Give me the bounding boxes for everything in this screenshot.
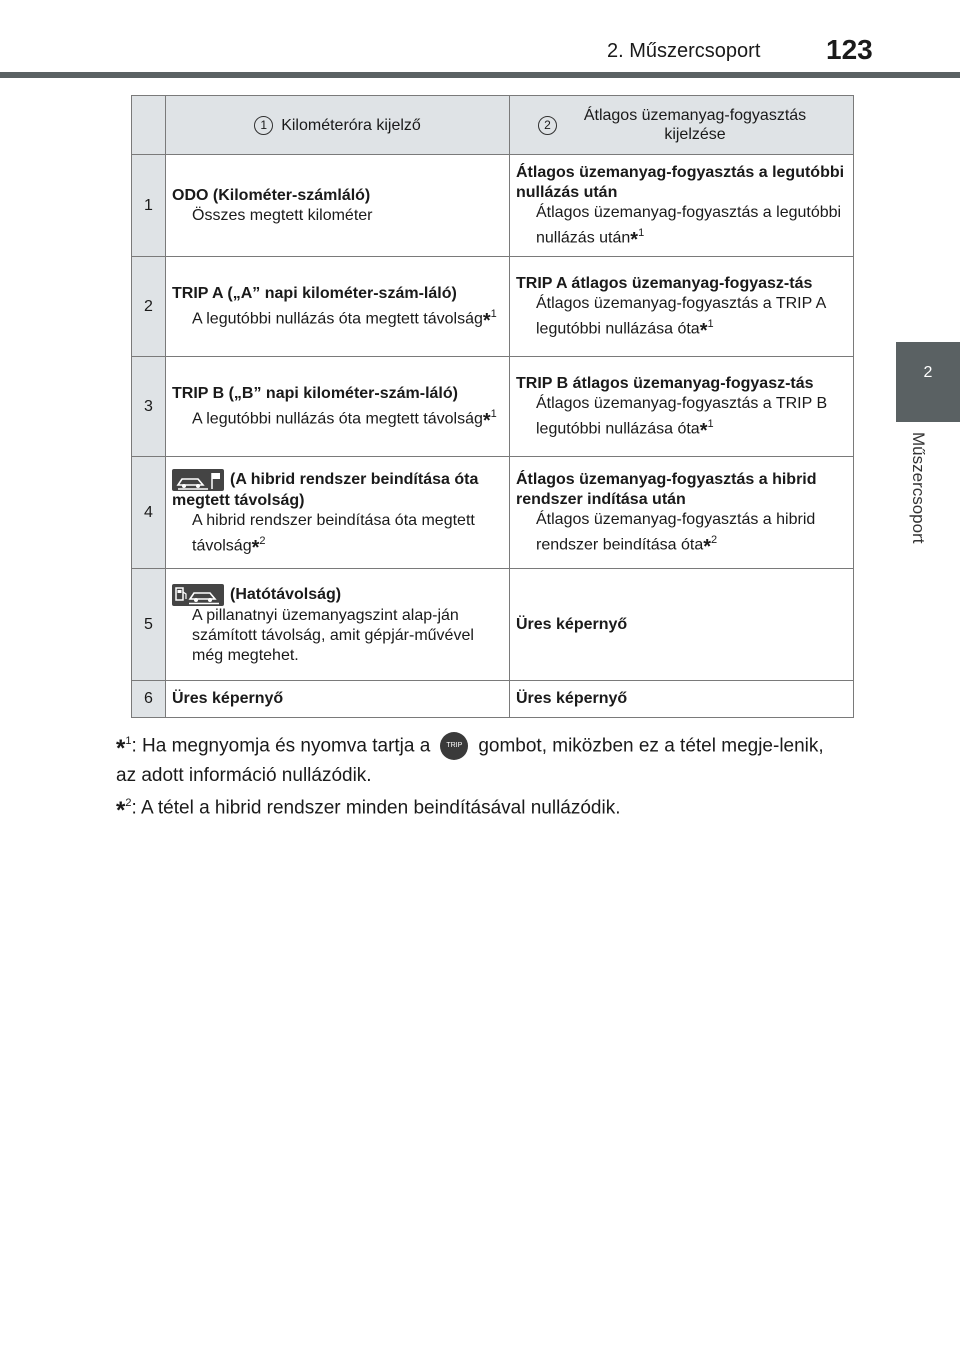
row-c1-title: (A hibrid rendszer beindítása óta megtett távolság) [172, 471, 479, 510]
chapter-label-text: Műszercsoport [909, 432, 928, 544]
table-row [132, 681, 854, 718]
row-c1 [166, 457, 510, 569]
footnote-1: *$^1$: Ha megnyomja és nyomva tartja a TRIP gombot, miközben ez a tétel megje-lenik, az adott információ nullázódik. [116, 726, 846, 791]
col2-header-text: Átlagos üzemanyag-fogyasztás kijelzése [583, 107, 807, 143]
row-c1-title: Üres képernyő [172, 690, 284, 708]
row-c2-desc: Átlagos üzemanyag-fogyasztás a hibrid rendszer beindítása óta [536, 511, 816, 554]
row-c2 [510, 569, 854, 681]
footnote-1-before: : Ha megnyomja és nyomva tartja a [131, 735, 431, 757]
row-c1 [166, 569, 510, 681]
row-c1-desc-wrap: A legutóbbi nullázás óta megtett távolság*$^1$ [192, 408, 497, 433]
footnote-2: *$^2$: A tétel a hibrid rendszer minden beindításával nullázódik. [116, 797, 621, 825]
footnote-1-after: gombot, miközben ez a tétel megje-lenik, az adott információ nullázódik. [116, 735, 824, 787]
table-row [132, 257, 854, 357]
chapter-tab[interactable] [896, 342, 960, 422]
footnote-ref: 1 [638, 227, 645, 239]
row-c2 [510, 257, 854, 357]
row-number: 5 [132, 569, 166, 681]
row-c2-desc-wrap: Átlagos üzemanyag-fogyasztás a TRIP B legutóbbi nullázása óta*$^1$ [536, 395, 828, 443]
row-c1-desc: A legutóbbi nullázás óta megtett távolság [192, 310, 483, 328]
row-c1-desc: A legutóbbi nullázás óta megtett távolság [192, 410, 483, 428]
row-c2-desc: Átlagos üzemanyag-fogyasztás a legutóbbi nullázás után [536, 204, 842, 247]
row-c2-desc-wrap: Átlagos üzemanyag-fogyasztás a hibrid rendszer beindítása óta*$^2$ [536, 511, 816, 559]
row-c2-title: Átlagos üzemanyag-fogyasztás a legutóbbi nullázás után [516, 164, 845, 201]
row-c1 [166, 257, 510, 357]
footnote-ref: 2 [259, 535, 266, 548]
row-c2-title: Üres képernyő [516, 615, 628, 633]
row-number: 3 [132, 357, 166, 457]
table-row [132, 357, 854, 457]
row-c2-desc: Átlagos üzemanyag-fogyasztás a TRIP A legutóbbi nullázása óta [536, 295, 826, 338]
row-number: 6 [132, 681, 166, 718]
row-c1 [166, 681, 510, 718]
marker-1: 1 [254, 116, 273, 135]
row-c2 [510, 155, 854, 257]
col1-header-text: Kilométeróra kijelző [281, 116, 421, 134]
row-number: 4 [132, 457, 166, 569]
footnote-ref: 1 [490, 408, 497, 421]
row-c1-desc: Összes megtett kilométer [192, 206, 373, 224]
header-rule [0, 72, 960, 78]
row-c2-title: TRIP B átlagos üzemanyag-fogyasz-tás [516, 375, 814, 393]
row-c1-title: TRIP A („A” napi kilométer-szám-láló) [172, 285, 457, 303]
table-row [132, 457, 854, 569]
col1-header [166, 96, 510, 155]
row-c2 [510, 457, 854, 569]
row-c1-title-wrap [172, 584, 503, 606]
display-table [131, 95, 854, 718]
table-row [132, 569, 854, 681]
table-row [132, 155, 854, 257]
fuel-pump-car-icon [172, 584, 224, 606]
marker-2: 2 [538, 116, 557, 135]
chapter-number: 2 [923, 364, 933, 381]
row-c1-desc-wrap: A hibrid rendszer beindítása óta megtett távolság*$^2$ [192, 512, 475, 560]
footnote-ref: 1 [490, 308, 497, 321]
footnote-2-marker: 2 [125, 797, 132, 809]
row-c2-title: TRIP A átlagos üzemanyag-fogyasz-tás [516, 275, 813, 293]
row-c2 [510, 357, 854, 457]
row-c1 [166, 155, 510, 257]
chapter-label [898, 432, 938, 572]
row-c2-desc-wrap: Átlagos üzemanyag-fogyasztás a TRIP A legutóbbi nullázása óta*$^1$ [536, 295, 826, 343]
row-c2-title: Üres képernyő [516, 690, 628, 708]
row-c1-title-wrap [172, 469, 503, 511]
corner-cell [132, 96, 166, 155]
row-c2-desc-wrap: Átlagos üzemanyag-fogyasztás a legutóbbi nullázás után*$^1$ [536, 204, 842, 252]
footnote-ref: 1 [707, 418, 714, 431]
col2-header [510, 96, 854, 155]
row-c2 [510, 681, 854, 718]
trip-button-icon: TRIP [440, 732, 468, 760]
row-number: 2 [132, 257, 166, 357]
car-flag-icon [172, 469, 224, 491]
row-c2-title: Átlagos üzemanyag-fogyasztás a hibrid rendszer indítása után [516, 471, 817, 509]
row-c1 [166, 357, 510, 457]
section-title: 2. Műszercsoport [607, 40, 761, 62]
table-header-row [132, 96, 854, 155]
row-c1-desc: A pillanatnyi üzemanyagszint alap-ján számított távolság, amit gépjár-művével még megtehet. [192, 606, 474, 664]
row-c2-desc: Átlagos üzemanyag-fogyasztás a TRIP B legutóbbi nullázása óta [536, 395, 828, 438]
footnote-2-text: : A tétel a hibrid rendszer minden beindításával nullázódik. [131, 797, 621, 819]
page-number: 123 [826, 34, 873, 65]
row-c1-desc-wrap: A legutóbbi nullázás óta megtett távolság*$^1$ [192, 308, 497, 333]
row-c1-title: (Hatótávolság) [230, 586, 342, 604]
row-number: 1 [132, 155, 166, 257]
row-c1-title: ODO (Kilométer-számláló) [172, 186, 371, 204]
footnote-1-marker: 1 [125, 735, 132, 747]
footnote-ref: 2 [711, 534, 718, 547]
row-c1-title: TRIP B („B” napi kilométer-szám-láló) [172, 385, 458, 403]
row-c1-desc: A hibrid rendszer beindítása óta megtett távolság [192, 512, 475, 555]
footnote-ref: 1 [707, 318, 714, 331]
